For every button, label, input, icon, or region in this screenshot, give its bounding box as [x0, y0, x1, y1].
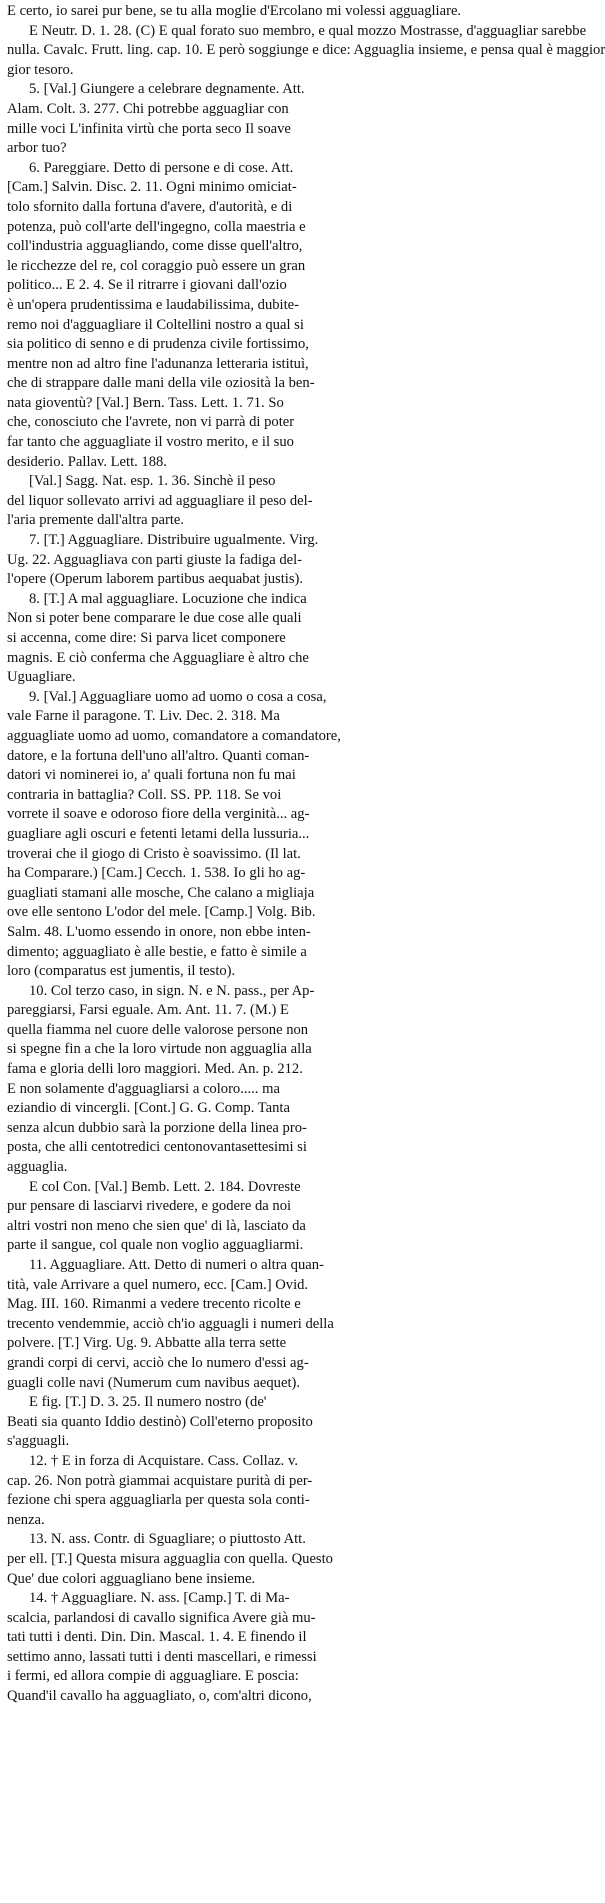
text-line: Uguagliare.	[7, 669, 76, 686]
text-line: E non solamente d'agguagliarsi a coloro..... ma	[7, 1080, 280, 1097]
text-line: 6. Pareggiare. Detto di persone e di cose. Att.	[29, 159, 294, 176]
text-line: 10. Col terzo caso, in sign. N. e N. pass., per Ap-	[29, 982, 315, 999]
text-line: [Cam.] Salvin. Disc. 2. 11. Ogni minimo omiciat-	[7, 179, 297, 196]
text-line: fama e gloria delli loro maggiori. Med. An. p. 212.	[7, 1061, 303, 1078]
text-line: tità, vale Arrivare a quel numero, ecc. [Cam.] Ovid.	[7, 1276, 309, 1293]
text-line: guagliati stamani alle mosche, Che calano a migliaja	[7, 884, 315, 901]
text-line: tati tutti i denti. Din. Din. Mascal. 1. 4. E finendo il	[7, 1629, 307, 1646]
text-line: datore, e la fortuna dell'uno all'altro. Quanti coman-	[7, 747, 310, 764]
text-line: E certo, io sarei pur bene, se tu alla moglie d'Ercolano mi volessi agguagliare.	[7, 3, 462, 19]
text-line: l'opere (Operum laborem partibus aequabat justis).	[7, 571, 304, 588]
text-line: si accenna, come dire: Si parva licet componere	[7, 630, 286, 646]
text-line: che, conosciuto che l'avrete, non vi parrà di poter	[7, 414, 295, 431]
text-line: del liquor sollevato arrivi ad agguagliare il peso del-	[7, 492, 313, 509]
text-line: Non si poter bene comparare le due cose alle quali	[7, 610, 302, 627]
text-line: mille voci L'infinita virtù che porta seco Il soave	[7, 120, 291, 137]
text-line: E col Con. [Val.] Bemb. Lett. 2. 184. Dovreste	[29, 1178, 301, 1195]
text-line: Mag. III. 160. Rimanmi a vedere trecento ricolte e	[7, 1296, 301, 1313]
text-line: guagliare agli oscuri e fetenti letami della lussuria...	[7, 825, 310, 842]
text-line: ove elle sentono L'odor del mele. [Camp.] Volg. Bib.	[7, 904, 316, 921]
text-line: sia politico di senno e di prudenza civile fortissimo,	[7, 336, 309, 353]
text-line: E Neutr. D. 1. 28. (C) E qual forato suo membro, e qual mozzo Mostrasse, d'agguagliar sarebbe	[29, 22, 587, 39]
text-line: quella fiamma nel cuore delle valorose persone non	[7, 1021, 309, 1038]
text-line: agguagliate uomo ad uomo, comandatore a comandatore,	[7, 727, 341, 744]
text-line: loro (comparatus est jumentis, il testo).	[7, 963, 236, 980]
text-line: pareggiarsi, Farsi eguale. Am. Ant. 11. 7. (M.) E	[7, 1002, 289, 1019]
text-line: Alam. Colt. 3. 277. Chi potrebbe agguagliar con	[7, 100, 289, 117]
text-line: [Val.] Sagg. Nat. esp. 1. 36. Sinchè il peso	[29, 473, 276, 490]
text-line: per ell. [T.] Questa misura agguaglia con quella. Questo	[7, 1550, 333, 1567]
text-line: le ricchezze del re, col coraggio può essere un gran	[7, 257, 306, 274]
text-line: troverai che il giogo di Cristo è soavissimo. (Il lat.	[7, 845, 301, 862]
text-line: fezione chi spera agguagliarla per questa sola conti-	[7, 1492, 310, 1509]
text-line: posta, che alli centotredici centonovantasettesimi si	[7, 1139, 307, 1156]
text-line: guagli colle navi (Numerum cum navibus aequet).	[7, 1374, 301, 1391]
text-line: gior tesoro.	[7, 61, 74, 78]
text-line: 13. N. ass. Contr. di Sguagliare; o piuttosto Att.	[29, 1531, 306, 1548]
text-line: potenza, può coll'arte dell'ingegno, colla maestria e	[7, 218, 306, 235]
text-line: 9. [Val.] Agguagliare uomo ad uomo o cosa a cosa,	[29, 688, 327, 705]
text-line: arbor tuo?	[7, 140, 67, 157]
text-line: politico... E 2. 4. Se il ritrarre i giovani dall'ozio	[7, 277, 287, 294]
text-line: 11. Agguagliare. Att. Detto di numeri o altra quan-	[29, 1257, 324, 1273]
text-line: Beati sia quanto Iddio destinò) Coll'eterno proposito	[7, 1413, 313, 1430]
text-line: coll'industria agguagliando, come disse quell'altro,	[7, 238, 303, 255]
text-line: parte il sangue, col quale non voglio agguagliarmi.	[7, 1237, 304, 1254]
text-line: nenza.	[7, 1511, 45, 1528]
text-line: che di strappare dalle mani della vile oziosità la ben-	[7, 375, 315, 392]
text-line: pur pensare di lasciarvi rivedere, e godere da noi	[7, 1198, 292, 1215]
text-line: 8. [T.] A mal agguagliare. Locuzione che indica	[29, 590, 307, 607]
text-line: dimento; agguagliato è alle bestie, e fatto è simile a	[7, 943, 307, 960]
text-line: Salm. 48. L'uomo essendo in onore, non ebbe inten-	[7, 923, 311, 940]
text-line: Quand'il cavallo ha agguagliato, o, com'altri dicono,	[7, 1688, 312, 1705]
text-line: 14. † Agguagliare. N. ass. [Camp.] T. di Ma-	[29, 1590, 290, 1607]
text-line: l'aria premente dall'altra parte.	[7, 512, 185, 529]
text-line: far tanto che agguagliate il vostro merito, e il suo	[7, 434, 294, 451]
text-line: Ug. 22. Agguagliava con parti giuste la fadiga del-	[7, 551, 303, 568]
text-line: magnis. E ciò conferma che Agguagliare è altro che	[7, 649, 309, 666]
text-line: scalcia, parlandosi di cavallo significa Avere già mu-	[7, 1609, 316, 1626]
text-line: vale Farne il paragone. T. Liv. Dec. 2. 318. Ma	[7, 708, 280, 725]
text-line: Que' due colori agguagliano bene insieme.	[7, 1570, 256, 1587]
text-line: 7. [T.] Agguagliare. Distribuire ugualmente. Virg.	[29, 532, 319, 549]
text-line: tolo sfornito dalla fortuna d'avere, d'autorità, e di	[7, 198, 293, 215]
text-line: altri vostri non meno che sien que' di là, lasciato da	[7, 1217, 306, 1234]
text-line: cap. 26. Non potrà giammai acquistare purità di per-	[7, 1472, 313, 1489]
text-line: trecento vendemmie, acciò ch'io agguagli i numeri della	[7, 1315, 334, 1332]
text-line: ha Comparare.) [Cam.] Cecch. 1. 538. Io gli ho ag-	[7, 865, 306, 882]
text-line: remo noi d'agguagliare il Coltellini nostro a qual si	[7, 316, 304, 333]
text-line: datori vi nominerei io, a' quali fortuna non fu mai	[7, 767, 296, 784]
text-line: 5. [Val.] Giungere a celebrare degnamente. Att.	[29, 81, 305, 98]
text-line: i fermi, ed allora compie di agguagliare. E poscia:	[7, 1668, 299, 1685]
text-line: nata gioventù? [Val.] Bern. Tass. Lett. 1. 71. So	[7, 394, 284, 411]
text-line: settimo anno, lassati tutti i denti mascellari, e rimessi	[7, 1648, 317, 1665]
text-line: polvere. [T.] Virg. Ug. 9. Abbatte alla terra sette	[7, 1335, 287, 1352]
text-line: è un'opera prudentissima e laudabilissima, dubite-	[7, 296, 299, 313]
text-line: eziandio di vincergli. [Cont.] G. G. Comp. Tanta	[7, 1100, 290, 1117]
text-line: desiderio. Pallav. Lett. 188.	[7, 453, 167, 470]
text-line: grandi corpi di cervi, acciò che lo numero d'essi ag-	[7, 1354, 309, 1371]
text-line: vorrete il soave e odoroso fiore della verginità... ag-	[7, 806, 310, 823]
text-line: nulla. Cavalc. Frutt. ling. cap. 10. E però soggiunge e dice: Agguaglia insieme, e pensa qual è maggior	[7, 42, 605, 59]
text-line: E fig. [T.] D. 3. 25. Il numero nostro (de'	[29, 1394, 267, 1411]
text-line: s'agguagli.	[7, 1433, 70, 1450]
text-line: contraria in battaglia? Coll. SS. PP. 118. Se voi	[7, 786, 282, 803]
text-line: 12. † E in forza di Acquistare. Cass. Collaz. v.	[29, 1452, 298, 1469]
text-line: mentre non ad altro fine l'adunanza letteraria istituì,	[7, 355, 309, 372]
text-line: si spegne fin a che la loro virtude non agguaglia alla	[7, 1041, 312, 1058]
text-line: agguaglia.	[7, 1159, 68, 1176]
text-line: senza alcun dubbio sarà la porzione della linea pro-	[7, 1119, 307, 1136]
